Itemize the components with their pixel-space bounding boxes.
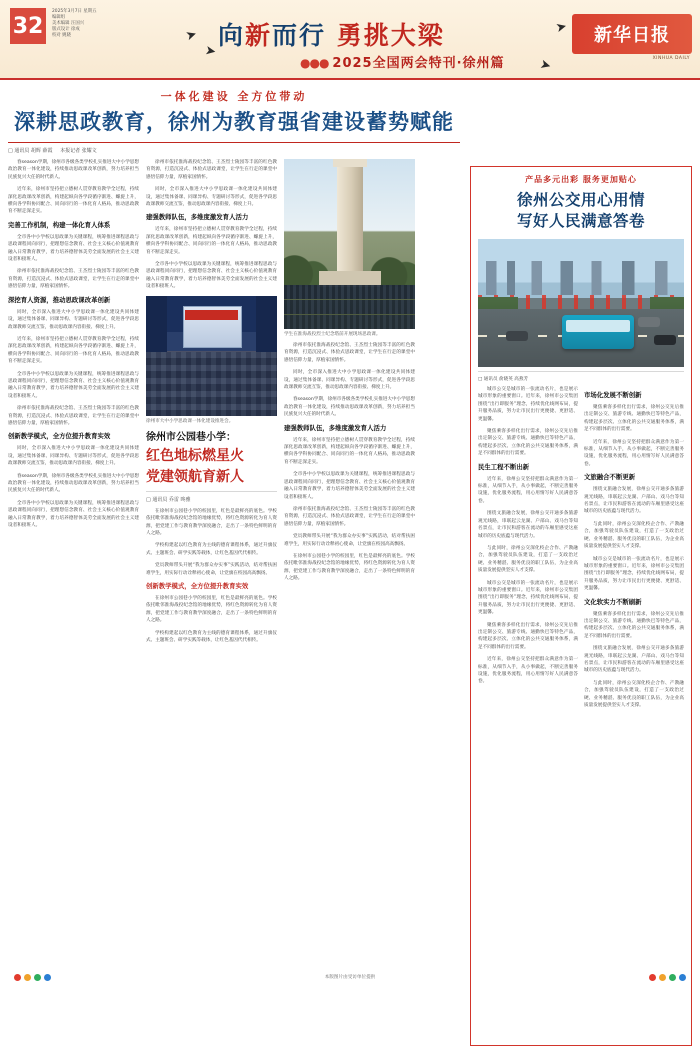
masthead-meta: [52, 9, 97, 39]
swallow-icon: ➤: [538, 56, 553, 75]
swallow-icon: ➤: [183, 26, 199, 45]
masthead-subtitle: 2025全国两会特刊·徐州篇: [332, 56, 505, 71]
masthead-title-red2: 勇挑大梁: [336, 21, 445, 50]
article-subheading: 创新教学模式，全方位提升教育实效: [8, 432, 111, 441]
paragraph: 与此同时，徐州公交深化校企合作、产教融合，加强驾驶员队伍建设，打造了一支政治过硬、业务精湛、服务优良的职工队伍，为企业高质量发展提供坚实人才支撑。: [584, 521, 684, 550]
paragraph: 全市各中小学校以思政课为关键课程，统筹推进课程思政与思政课程同向同行，把理想信念教育、社会主义核心价值观教育融入日常教育教学，着力培养德智体美劳全面发展的社会主义建设者和接班人。: [8, 234, 139, 263]
photo-monument-shape: [337, 165, 363, 273]
article-columns: [8, 159, 460, 649]
paragraph: 近年来，徐州市坚持把立德树人贯穿教育教学全过程，持续深化思政课改革创新，构建起纵向各学段循序渐进、螺旋上升，横向各学科协同配合、同向同行的一体化育人格局，推动思政教育不断走深走实。: [284, 437, 415, 465]
article-subheading: 完善工作机制，构建一体化育人体系: [8, 220, 111, 229]
article-subheading: 建强教师队伍，多维度激发育人活力: [146, 213, 249, 222]
color-dot: [24, 974, 31, 981]
masthead-subtitle-row: [300, 52, 505, 71]
color-dot: [669, 974, 676, 981]
color-dot: [679, 974, 686, 981]
paragraph: 春season学期，徐州市各级各类学校扎实推进大中小学思想政治教育一体化建设，持续推动思政课改革创新，努力培养担当民族复兴大任的时代新人。: [8, 160, 139, 180]
paragraph: 党员教师带头开展“我为群众办实事”实践活动，结对帮扶困难学生，用实际行动诠释初心使命，让党旗在校园高高飘扬。: [146, 563, 277, 576]
paragraph: 城市公交是城市的一张流动名片，也是展示城市形象的重要窗口。近年来，徐州市公交集团围绕“出行即服务”理念，持续优化线网布局，提升服务品质，努力让市民出行更便捷、更舒适、更温馨。: [478, 580, 578, 616]
article-body: [8, 445, 139, 529]
photo-caption: 学生在淮海战役烈士纪念塔前开展现场思政课。: [284, 332, 381, 337]
paragraph: 近年来，徐州市坚持把立德树人贯穿教育教学全过程，持续深化思政课改革创新，构建起纵向各学段循序渐进、螺旋上升，横向各学科协同配合、同向同行的一体化育人格局，推动思政教育不断走深走实。: [8, 336, 139, 365]
footer-colorbar: [0, 971, 700, 983]
bus-photo: [478, 239, 684, 367]
paragraph: 与此同时，徐州公交深化校企合作、产教融合，加强驾驶员队伍建设，打造了一支政治过硬、业务精湛、服务优良的职工队伍，为企业高质量发展提供坚实人才支撑。: [584, 680, 684, 708]
article-body: [146, 508, 277, 577]
photo-crowd-shape: [284, 315, 415, 329]
masthead-meta-line: 编辑组: [52, 15, 66, 20]
paragraph: 徐州市依托淮海战役纪念馆、王杰烈士陵园等丰富的红色教育资源，打造沉浸式、体验式思政课堂，让学生在行走的课堂中感悟信仰力量，厚植家国情怀。: [8, 406, 139, 426]
paragraph: 全市各中小学校以思政课为关键课程，统筹推进课程思政与思政课程同向同行，把理想信念教育、社会主义核心价值观教育融入日常教育教学，着力培养德智体美劳全面发展的社会主义建设者和接班人。: [8, 371, 139, 399]
paragraph: 同时，全市深入推进大中小学思政课一体化建设共同体建设，通过集体备课、同课异构、专题研讨等形式，促进各学段思政课教师交流互鉴，推动思政课内容衔接、梯度上升。: [284, 370, 415, 391]
article-subheading: 创新教学模式，全方位提升教育实效: [146, 581, 249, 590]
paragraph: 城市公交是城市的一张流动名片，也是展示城市形象的重要窗口。近年来，徐州市公交集团围绕“出行即服务”理念，持续优化线网布局，提升服务品质，努力让市民出行更便捷、更舒适、更温馨。: [584, 556, 684, 592]
photo-monument-top-shape: [333, 159, 367, 167]
photo-crowd-shape: [284, 285, 415, 299]
color-dot: [649, 974, 656, 981]
lead-title: 深耕思政教育，徐州为教育强省建设蓄势赋能: [14, 109, 454, 134]
color-dot: [44, 974, 51, 981]
paragraph: 在徐州市公园巷小学的校园里，红色是最鲜亮的底色。学校依托毗邻淮海战役纪念馆的地缘优势，将红色资源转化为育人资源，把党建工作与教育教学深度融合，走出了一条特色鲜明的育人之路。: [146, 508, 277, 536]
article-body: [584, 611, 684, 710]
paragraph: 春season学期，徐州市各级各类学校扎实推进大中小学思想政治教育一体化建设，持续推动思政课改革创新，努力培养担当民族复兴大任的时代新人。: [284, 397, 415, 418]
masthead-title-part2: 而行: [272, 21, 327, 50]
masthead-title-part1: 向: [218, 21, 246, 50]
paragraph: 近年来，徐州公交坚持把群众满意作为第一标准，从细节入手，从小事做起，不断完善服务设施，优化服务流程，用心用情写好人民满意答卷。: [478, 657, 578, 685]
swallow-icon: ➤: [203, 43, 218, 60]
color-dot: [659, 974, 666, 981]
paragraph: 城市公交是城市的一张流动名片，也是展示城市形象的重要窗口。近年来，徐州市公交集团围绕“出行即服务”理念，持续优化线网布局，提升服务品质，努力让市民出行更便捷、更舒适、更温馨。: [478, 387, 578, 422]
article-body: [284, 437, 415, 583]
right-feature-box: [470, 166, 692, 1046]
photo-shape: [256, 296, 277, 352]
paragraph: 同时，全市深入推进大中小学思政课一体化建设共同体建设，通过集体备课、同课异构、专题研讨等形式，促进各学段思政课教师交流互鉴，推动思政课内容衔接、梯度上升。: [8, 309, 139, 330]
photo-bus-shape: [562, 315, 634, 349]
masthead-meta-line: 版式设计 徐成: [52, 27, 80, 32]
paragraph: 徐州市依托淮海战役纪念馆、王杰烈士陵园等丰富的红色教育资源，打造沉浸式、体验式思政课堂，让学生在行走的课堂中感悟信仰力量，厚植家国情怀。: [146, 160, 277, 180]
paragraph: 聚焦乘客多样化出行需求，徐州公交先后推出定制公交、旅游专线、通勤快巴等特色产品，构建起多层次、立体化的公共交通服务体系，满足不同群体的出行需要。: [478, 622, 578, 650]
photo-car-shape: [638, 317, 660, 327]
conference-photo: [146, 296, 277, 416]
paragraph: 近年来，徐州公交坚持把群众满意作为第一标准，从细节入手，从小事做起，不断完善服务设施，优化服务流程，用心用情写好人民满意答卷。: [478, 476, 578, 504]
paragraph: 聚焦乘客多样化出行需求，徐州公交先后推出定制公交、旅游专线、通勤快巴等特色产品，构建起多层次、立体化的公共交通服务体系，满足不同群体的出行需要。: [584, 611, 684, 639]
article-body: [584, 486, 684, 592]
swallow-icon: ➤: [554, 18, 569, 37]
registration-dots-left: [14, 974, 51, 981]
footer-note: 本版图片由受访单位提供: [324, 975, 376, 980]
article-body: [146, 595, 277, 644]
paragraph: 徐州市依托淮海战役纪念馆、王杰烈士陵园等丰富的红色教育资源，打造沉浸式、体验式思政课堂，让学生在行走的课堂中感悟信仰力量，厚植家国情怀。: [8, 269, 139, 290]
page-number: 32: [10, 8, 46, 44]
masthead-meta-line: 美术编辑 汪国兴: [52, 21, 85, 26]
right-feature-title-line2: 写好人民满意答卷: [516, 211, 645, 230]
photo-caption: 徐州市大中小学思政课一体化建设推进会。: [146, 418, 234, 424]
article-subheading: 建强教师队伍，多维度激发育人活力: [284, 423, 387, 432]
article-subheading: 市场化发展不断创新: [584, 391, 642, 399]
photo-skyline-shape: [478, 261, 684, 295]
paragraph: 在徐州市公园巷小学的校园里，红色是最鲜亮的底色。学校依托毗邻淮海战役纪念馆的地缘优势，将红色资源转化为育人资源，把党建工作与教育教学深度融合，走出了一条特色鲜明的育人之路。: [284, 553, 415, 582]
registration-dots-right: [649, 974, 686, 981]
paragraph: 同时，全市深入推进大中小学思政课一体化建设共同体建设，通过集体备课、同课异构、专题研讨等形式，促进各学段思政课教师交流互鉴，推动思政课内容衔接、梯度上升。: [8, 446, 139, 467]
paragraph: 同时，全市深入推进大中小学思政课一体化建设共同体建设，通过集体备课、同课异构、专题研讨等形式，促进各学段思政课教师交流互鉴，推动思政课内容衔接、梯度上升。: [146, 187, 277, 208]
photo-crowd-shape: [284, 300, 415, 314]
article-subheading: 文化软实力不断刷新: [584, 597, 642, 606]
article-body: [146, 226, 277, 290]
article-body: [8, 309, 139, 428]
masthead-meta-line: 校对 姚晓: [52, 33, 71, 38]
right-feature-column-2: [584, 386, 684, 714]
divider: [478, 371, 684, 372]
article-body: [478, 386, 578, 458]
monument-photo: [284, 159, 415, 329]
photo-shape: [146, 296, 167, 352]
article-body: [8, 159, 139, 216]
photo-car-shape: [506, 331, 528, 341]
lead-headline: [8, 88, 460, 135]
article-body: [284, 342, 415, 419]
right-feature-byline: □ 通讯员 俞晓英 高燕芳: [478, 377, 529, 382]
right-feature-title-line1: 徐州公交用心用情: [516, 190, 645, 209]
article-body: [8, 234, 139, 291]
article-column-3: [284, 159, 415, 649]
paragraph: 全市各中小学校以思政课为关键课程，统筹推进课程思政与思政课程同向同行，把理想信念教育、社会主义核心价值观教育融入日常教育教学，着力培养德智体美劳全面发展的社会主义建设者和接班人。: [284, 472, 415, 500]
divider: [146, 491, 277, 492]
paragraph: 聚焦乘客多样化出行需求，徐州公交先后推出定制公交、旅游专线、通勤快巴等特色产品，构建起多层次、立体化的公共交通服务体系，满足不同群体的出行需要。: [478, 429, 578, 457]
paragraph: 党员教师带头开展“我为群众办实事”实践活动，结对帮扶困难学生，用实际行动诠释初心使命，让党旗在校园高高飘扬。: [284, 534, 415, 547]
school-feature-line3: 党建领航育新人: [146, 468, 244, 485]
school-feature-byline: □ 通讯员 乔雷 咚雅: [146, 496, 191, 503]
lead-kicker: 一体化建设 全方位带动: [160, 90, 308, 103]
article-body: [584, 404, 684, 468]
school-feature-line1: 徐州市公园巷小学：: [146, 431, 236, 443]
masthead-meta-line: 2025年3月7日 星期五: [52, 9, 97, 14]
newspaper-nameplate-sub: XINHUA DAILY: [652, 56, 690, 61]
article-subheading: 文旅融合不断更新: [584, 473, 636, 482]
photo-banner-shape: [185, 310, 237, 320]
article-body: [478, 476, 578, 686]
paragraph: 春season学期，徐州市各级各类学校扎实推进大中小学思想政治教育一体化建设，持续推动思政课改革创新，努力培养担当民族复兴大任的时代新人。: [8, 473, 139, 494]
paragraph: 围绕文旅融合发展，徐州公交开通多条旅游观光线路，串联起云龙湖、户部山、戏马台等知名景点，让市民和游客在流动的车厢里感受这座城市的历史底蕴与现代活力。: [584, 487, 684, 515]
article-subheading: 民生工程不断出新: [478, 462, 530, 471]
paragraph: 聚焦乘客多样化出行需求，徐州公交先后推出定制公交、旅游专线、通勤快巴等特色产品，构建起多层次、立体化的公共交通服务体系，满足不同群体的出行需要。: [584, 405, 684, 433]
article-subheading: 深挖育人资源，推动思政课改革创新: [8, 295, 111, 304]
paragraph: 与此同时，徐州公交深化校企合作、产教融合，加强驾驶员队伍建设，打造了一支政治过硬、业务精湛、服务优良的职工队伍，为企业高质量发展提供坚实人才支撑。: [478, 545, 578, 574]
paragraph: 徐州市依托淮海战役纪念馆、王杰烈士陵园等丰富的红色教育资源，打造沉浸式、体验式思政课堂，让学生在行走的课堂中感悟信仰力量，厚植家国情怀。: [284, 343, 415, 363]
article-column-1: [8, 159, 139, 649]
masthead: [0, 0, 700, 80]
paragraph: 近年来，徐州市坚持把立德树人贯穿教育教学全过程，持续深化思政课改革创新，构建起纵向各学段循序渐进、螺旋上升，横向各学科协同配合、同向同行的一体化育人格局，推动思政教育不断走深走实。: [146, 227, 277, 255]
right-feature-kicker: 产品多元出彩 服务更加贴心: [525, 175, 637, 184]
masthead-title-red1: 新: [245, 21, 273, 50]
photo-car-shape: [654, 335, 676, 345]
lantern-icon: ●●●: [300, 56, 329, 70]
color-dot: [34, 974, 41, 981]
lead-byline: [8, 147, 460, 155]
masthead-title: [218, 16, 445, 52]
byline-part: 本报记者 张耀文: [60, 148, 97, 154]
divider: [8, 142, 460, 143]
paragraph: 全市各中小学校以思政课为关键课程，统筹推进课程思政与思政课程同向同行，把理想信念教育、社会主义核心价值观教育融入日常教育教学，着力培养德智体美劳全面发展的社会主义建设者和接班人。: [8, 500, 139, 529]
paragraph: 学校构建起以红色教育为主线的德育课程体系，通过升旗仪式、主题班会、研学实践等载体，让红色基因代代相传。: [146, 630, 277, 643]
paragraph: 围绕文旅融合发展，徐州公交开通多条旅游观光线路，串联起云龙湖、户部山、戏马台等知名景点，让市民和游客在流动的车厢里感受这座城市的历史底蕴与现代活力。: [584, 646, 684, 674]
byline-part: □ 通讯员 胡辉 薛霞: [8, 148, 53, 154]
right-feature-columns: [478, 386, 684, 714]
paragraph: 近年来，徐州市坚持把立德树人贯穿教育教学全过程，持续深化思政课改革创新，构建起纵向各学段循序渐进、螺旋上升，横向各学科协同配合、同向同行的一体化育人格局，推动思政教育不断走深走实。: [8, 187, 139, 215]
color-dot: [14, 974, 21, 981]
newspaper-nameplate: 新华日报: [572, 14, 692, 54]
school-feature-line2: 红色地标燃星火: [146, 447, 244, 464]
article-body: [146, 159, 277, 208]
body-area: [0, 80, 700, 708]
paragraph: 在徐州市公园巷小学的校园里，红色是最鲜亮的底色。学校依托毗邻淮海战役纪念馆的地缘优势，将红色资源转化为育人资源，把党建工作与教育教学深度融合，走出了一条特色鲜明的育人之路。: [146, 595, 277, 624]
paragraph: 全市各中小学校以思政课为关键课程，统筹推进课程思政与思政课程同向同行，把理想信念教育、社会主义核心价值观教育融入日常教育教学，着力培养德智体美劳全面发展的社会主义建设者和接班人。: [146, 262, 277, 290]
paragraph: 近年来，徐州公交坚持把群众满意作为第一标准，从细节入手，从小事做起，不断完善服务设施，优化服务流程，用心用情写好人民满意答卷。: [584, 439, 684, 467]
photo-audience-shape: [146, 352, 277, 416]
paragraph: 徐州市依托淮海战役纪念馆、王杰烈士陵园等丰富的红色教育资源，打造沉浸式、体验式思政课堂，让学生在行走的课堂中感悟信仰力量，厚植家国情怀。: [284, 506, 415, 527]
paragraph: 学校构建起以红色教育为主线的德育课程体系，通过升旗仪式、主题班会、研学实践等载体，让红色基因代代相传。: [146, 543, 277, 556]
right-feature-column-1: [478, 386, 578, 714]
paragraph: 围绕文旅融合发展，徐州公交开通多条旅游观光线路，串联起云龙湖、户部山、戏马台等知名景点，让市民和游客在流动的车厢里感受这座城市的历史底蕴与现代活力。: [478, 511, 578, 539]
article-column-2: [146, 159, 277, 649]
